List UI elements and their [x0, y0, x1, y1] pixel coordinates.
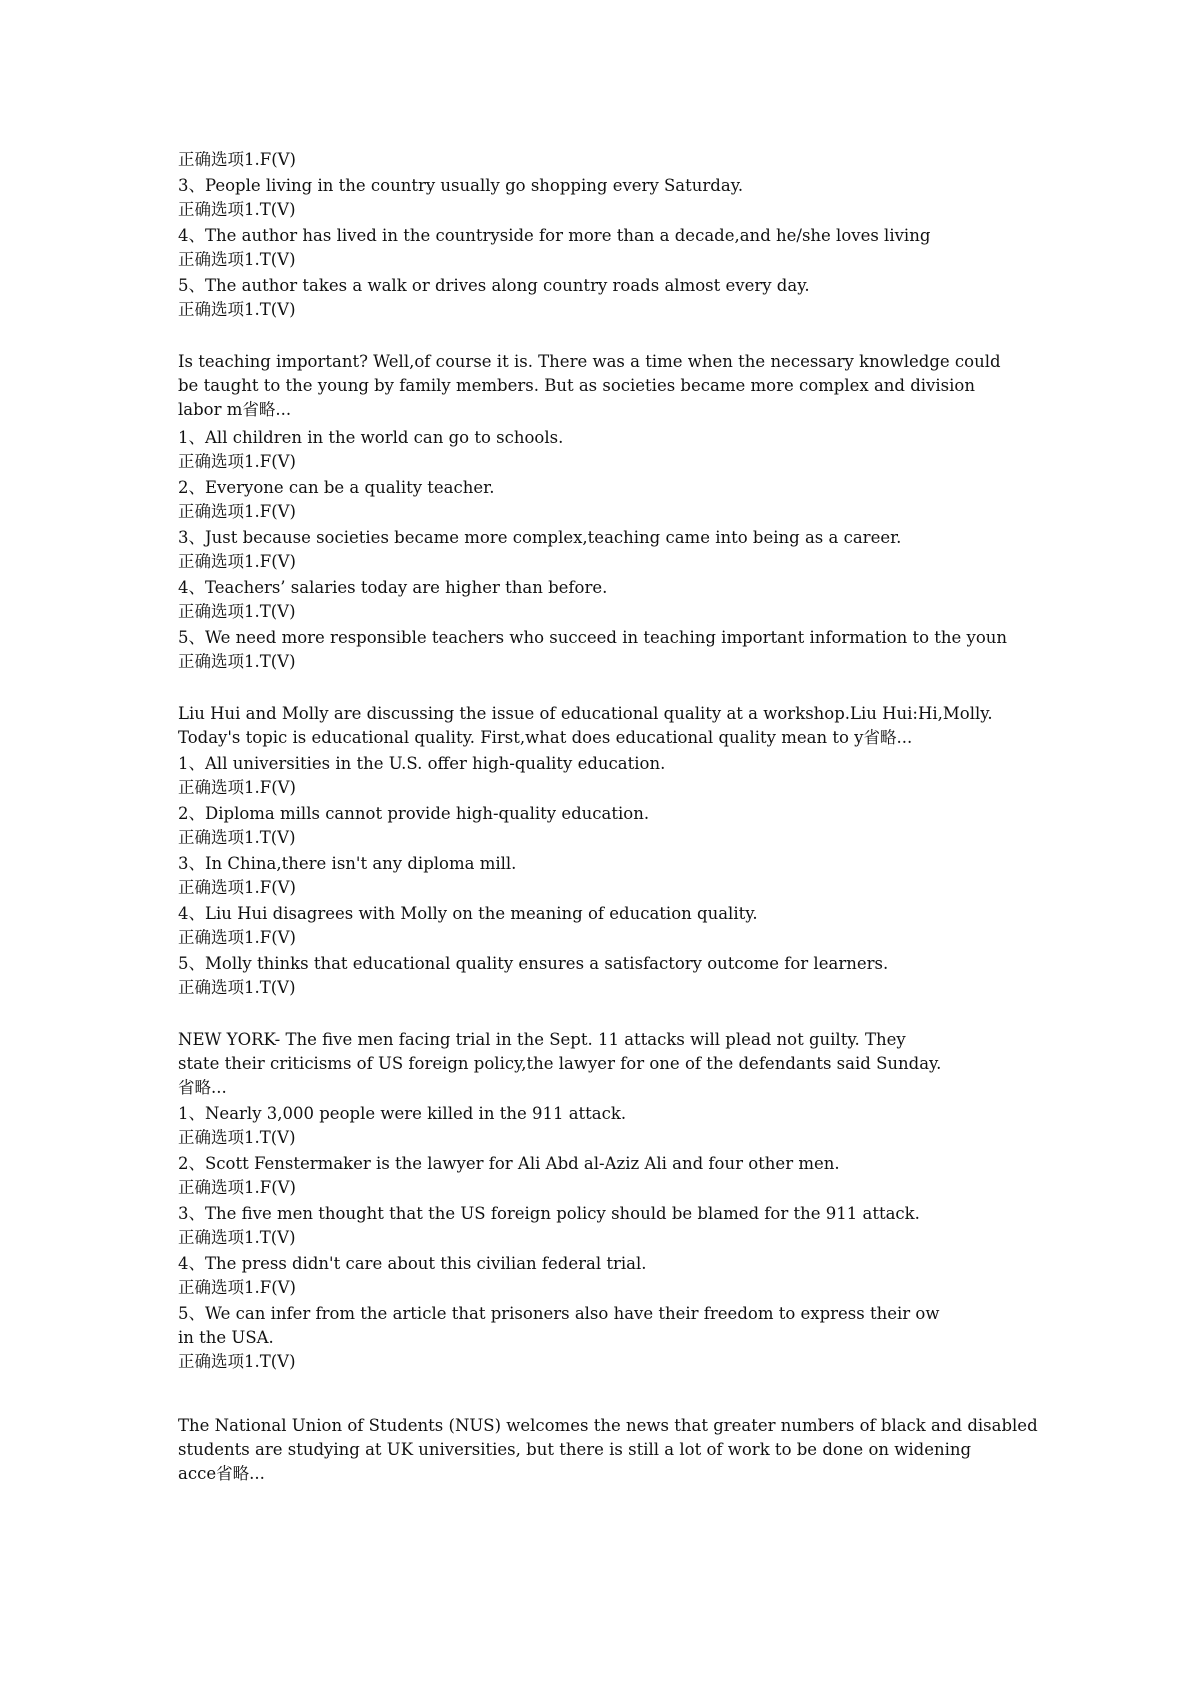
question-line: 1、All children in the world can go to schools. — [178, 428, 564, 447]
passage-line: Today's topic is educational quality. First,what does educational quality mean to y省略... — [178, 728, 913, 747]
passage-line: state their criticisms of US foreign policy,the lawyer for one of the defendants said Sunday. — [178, 1054, 942, 1073]
question-line: 3、The five men thought that the US foreign policy should be blamed for the 911 attack. — [178, 1204, 920, 1223]
question-line: 3、In China,there isn't any diploma mill. — [178, 854, 517, 873]
question-line: 5、We need more responsible teachers who succeed in teaching important information to the youn — [178, 628, 1008, 647]
question-line: 2、Diploma mills cannot provide high-quality education. — [178, 804, 650, 823]
question-line: 1、Nearly 3,000 people were killed in the 911 attack. — [178, 1104, 627, 1123]
question-line: 4、Teachers’ salaries today are higher than before. — [178, 578, 608, 597]
question-line-continued: in the USA. — [178, 1328, 274, 1347]
document-page — [178, 148, 1190, 1486]
answer-line: 正确选项1.F(V) — [178, 928, 296, 947]
passage-line: Is teaching important? Well,of course it is. There was a time when the necessary knowledge could — [178, 352, 1001, 371]
passage-line: students are studying at UK universities, but there is still a lot of work to be done on widening — [178, 1440, 972, 1459]
answer-line: 正确选项1.T(V) — [178, 250, 296, 269]
passage-line: The National Union of Students (NUS) welcomes the news that greater numbers of black and disabled — [178, 1416, 1038, 1435]
passage-line: be taught to the young by family members. But as societies became more complex and division — [178, 376, 975, 395]
passage-line: Liu Hui and Molly are discussing the issue of educational quality at a workshop.Liu Hui:Hi,Molly. — [178, 704, 993, 723]
question-line: 1、All universities in the U.S. offer high-quality education. — [178, 754, 666, 773]
passage-line: 省略... — [178, 1078, 227, 1097]
answer-line: 正确选项1.F(V) — [178, 552, 296, 571]
answer-line: 正确选项1.T(V) — [178, 652, 296, 671]
passage-line: labor m省略... — [178, 400, 292, 419]
answer-line: 正确选项1.T(V) — [178, 828, 296, 847]
question-line: 5、Molly thinks that educational quality ensures a satisfactory outcome for learners. — [178, 954, 889, 973]
answer-line: 正确选项1.T(V) — [178, 602, 296, 621]
question-line: 2、Everyone can be a quality teacher. — [178, 478, 495, 497]
answer-line: 正确选项1.F(V) — [178, 1278, 296, 1297]
answer-line: 正确选项1.T(V) — [178, 200, 296, 219]
answer-line: 正确选项1.T(V) — [178, 978, 296, 997]
section-sept-11-trial — [178, 1028, 1190, 1374]
answer-line: 正确选项1.F(V) — [178, 778, 296, 797]
section-teaching — [178, 350, 1190, 674]
answer-line: 正确选项1.T(V) — [178, 1128, 296, 1147]
question-line: 4、The author has lived in the countryside for more than a decade,and he/she loves living — [178, 226, 931, 245]
question-line: 5、We can infer from the article that prisoners also have their freedom to express their ow — [178, 1304, 940, 1323]
answer-line: 正确选项1.T(V) — [178, 1228, 296, 1247]
intro-block — [178, 148, 1190, 322]
question-line: 2、Scott Fenstermaker is the lawyer for Ali Abd al-Aziz Ali and four other men. — [178, 1154, 840, 1173]
answer-line: 正确选项1.F(V) — [178, 502, 296, 521]
question-line: 5、The author takes a walk or drives along country roads almost every day. — [178, 276, 810, 295]
passage-line: NEW YORK- The five men facing trial in the Sept. 11 attacks will plead not guilty. They — [178, 1030, 906, 1049]
passage-line: acce省略... — [178, 1464, 265, 1483]
passage — [178, 1028, 1190, 1100]
section-nus — [178, 1414, 1190, 1486]
answer-line: 正确选项1.F(V) — [178, 150, 296, 169]
question-line: 3、People living in the country usually go shopping every Saturday. — [178, 176, 744, 195]
answer-line: 正确选项1.T(V) — [178, 300, 296, 319]
answer-line: 正确选项1.T(V) — [178, 1352, 296, 1371]
passage — [178, 350, 1190, 422]
answer-line: 正确选项1.F(V) — [178, 452, 296, 471]
section-educational-quality — [178, 702, 1190, 1000]
question-line: 4、The press didn't care about this civilian federal trial. — [178, 1254, 647, 1273]
passage — [178, 1414, 1190, 1486]
answer-line: 正确选项1.F(V) — [178, 1178, 296, 1197]
answer-line: 正确选项1.F(V) — [178, 878, 296, 897]
passage — [178, 702, 1190, 750]
question-line: 4、Liu Hui disagrees with Molly on the meaning of education quality. — [178, 904, 758, 923]
question-line: 3、Just because societies became more complex,teaching came into being as a career. — [178, 528, 902, 547]
